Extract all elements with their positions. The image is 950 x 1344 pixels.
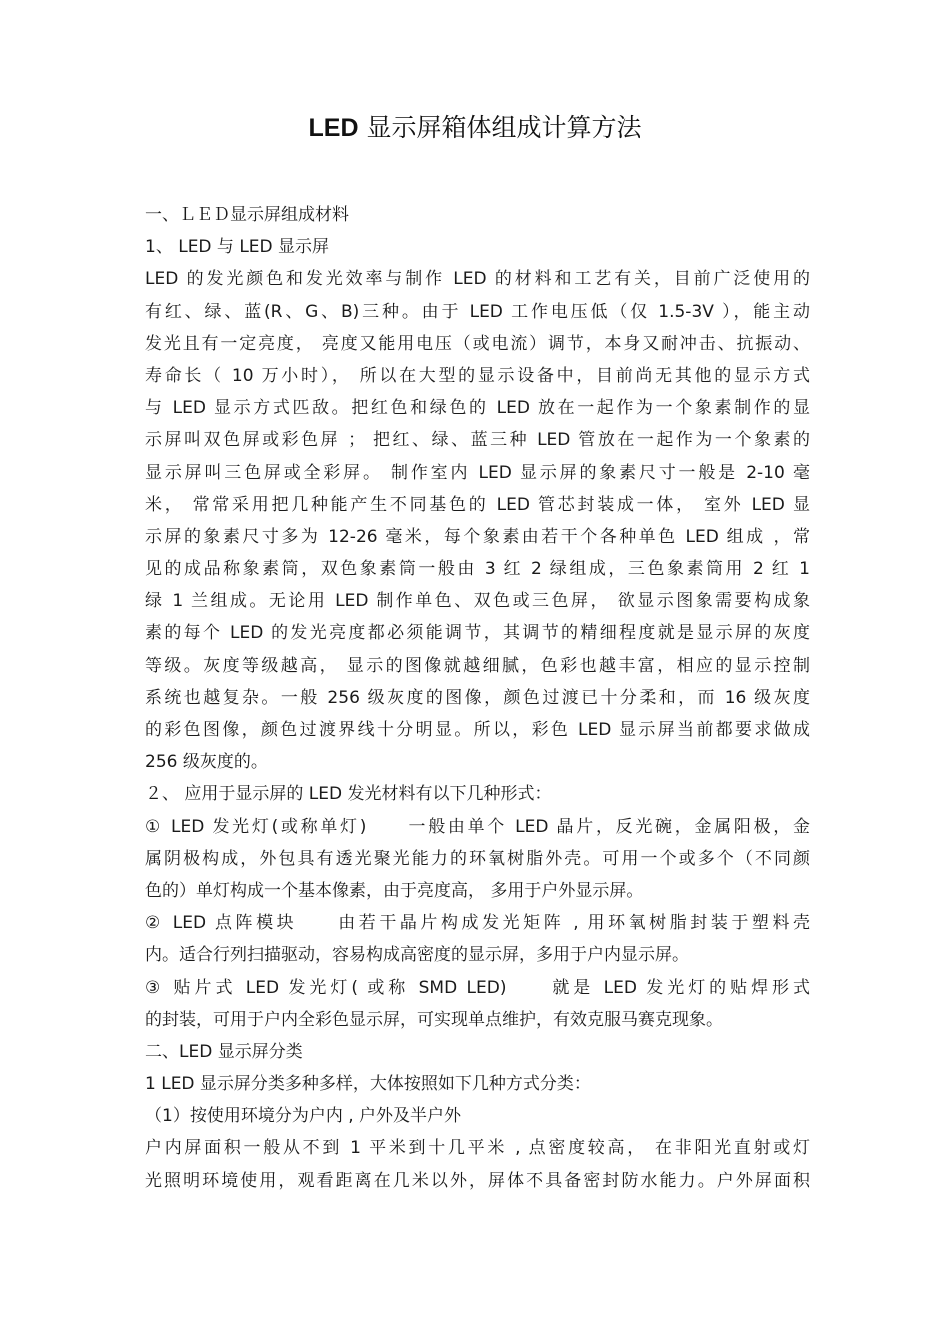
text-line: 示屏叫双色屏或彩色屏 ； 把红、绿、蓝三种 LED 管放在一起作为一个象素的 — [145, 430, 810, 451]
text-line: 显示屏叫三色屏或全彩屏。 制作室内 LED 显示屏的象素尺寸一般是 2-10 毫 — [145, 462, 810, 483]
text-line: LED 的发光颜色和发光效率与制作 LED 的材料和工艺有关，目前广泛使用的 — [145, 269, 810, 290]
text-line: 的彩色图像，颜色过渡界线十分明显。所以，彩色 LED 显示屏当前都要求做成 — [145, 720, 810, 740]
text-line: 素的每个 LED 的发光亮度都必须能调节，其调节的精细程度就是显示屏的灰度 — [145, 623, 810, 644]
text-line: 色的）单灯构成一个基本像素，由于亮度高， 多用于户外显示屏。 — [145, 880, 644, 901]
text-line: 256 级灰度的。 — [145, 752, 268, 773]
text-line: 系统也越复杂。一般 256 级灰度的图像，颜色过渡已十分柔和，而 16 级灰度 — [145, 687, 810, 708]
text-line: 光照明环境使用，观看距离在几米以外，屏体不具备密封防水能力。户外屏面积 — [145, 1170, 810, 1191]
text-line: 内。适合行列扫描驱动，容易构成高密度的显示屏，多用于户内显示屏。 — [145, 945, 689, 966]
text-line: 的封装，可用于户内全彩色显示屏，可实现单点维护，有效克服马赛克现象。 — [145, 1009, 723, 1030]
text-line: 绿 1 兰组成。无论用 LED 制作单色、双色或三色屏， 欲显示图象需要构成象 — [145, 591, 810, 612]
text-line: ２、 应用于显示屏的 LED 发光材料有以下几种形式： — [145, 784, 552, 805]
text-line: 示屏的象素尺寸多为 12-26 毫米，每个象素由若干个各种单色 LED 组成 ，常 — [145, 526, 810, 547]
text-line: 1、 LED 与 LED 显示屏 — [145, 237, 330, 258]
text-line: 属阴极构成，外包具有透光聚光能力的环氧树脂外壳。可用一个或多个（不同颜 — [145, 848, 810, 869]
text-line: 米， 常常采用把几种能产生不同基色的 LED 管芯封装成一体， 室外 LED 显 — [145, 494, 810, 515]
text-line: 一、ＬＥＤ显示屏组成材料 — [145, 205, 349, 225]
text-line: 见的成品称象素筒，双色象素筒一般由 3 红 2 绿组成，三色象素筒用 2 红 1 — [145, 559, 810, 580]
text-line: 寿命长（ 10 万小时）， 所以在大型的显示设备中，目前尚无其他的显示方式 — [145, 365, 810, 386]
text-line: 有红、绿、蓝(R、G、B)三种。由于 LED 工作电压低（仅 1.5-3V ），能主动 — [145, 301, 810, 322]
page-title-rest: 显示屏箱体组成计算方法 — [358, 113, 642, 142]
text-line: 等级。灰度等级越高， 显示的图像就越细腻，色彩也越丰富，相应的显示控制 — [145, 655, 810, 676]
text-line: 1 LED 显示屏分类多种多样，大体按照如下几种方式分类： — [145, 1074, 591, 1095]
text-line: 二、LED 显示屏分类 — [145, 1041, 303, 1062]
text-line: 与 LED 显示方式匹敌。把红色和绿色的 LED 放在一起作为一个象素制作的显 — [145, 398, 810, 419]
text-line: ① LED 发光灯(或称单灯) 一般由单个 LED 晶片，反光碗，金属阳极，金 — [145, 816, 810, 837]
text-line: ③ 贴片式 LED 发光灯( 或称 SMD LED) 就是 LED 发光灯的贴焊形式 — [145, 977, 810, 998]
text-line: 发光且有一定亮度， 亮度又能用电压（或电流）调节，本身又耐冲击、抗振动、 — [145, 333, 810, 354]
text-line: 户内屏面积一般从不到 1 平米到十几平米 , 点密度较高， 在非阳光直射或灯 — [145, 1138, 810, 1159]
text-line: ② LED 点阵模块 由若干晶片构成发光矩阵 , 用环氧树脂封装于塑料壳 — [145, 913, 810, 934]
text-line: （1）按使用环境分为户内 , 户外及半户外 — [145, 1106, 462, 1127]
document-body — [145, 199, 810, 1197]
page-title-led: LED — [308, 114, 359, 142]
page-title — [0, 108, 950, 148]
